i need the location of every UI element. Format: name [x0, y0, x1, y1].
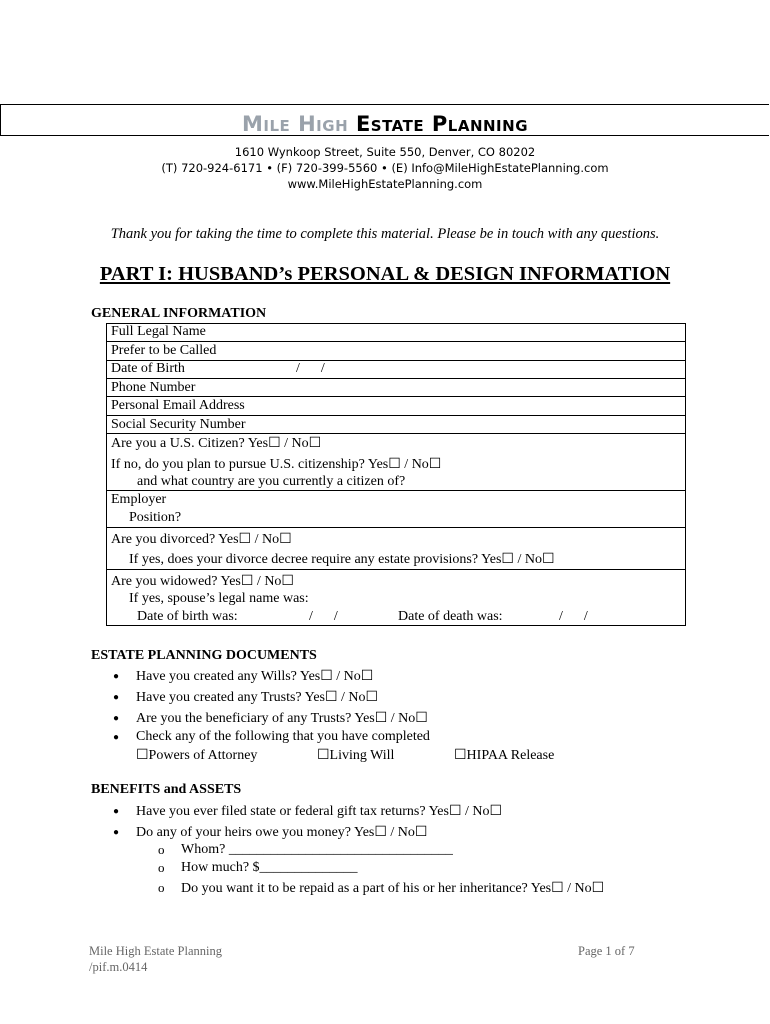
firm-website[interactable]: www.MileHighEstatePlanning.com [287, 177, 483, 191]
date-of-birth-field[interactable]: Date of Birth [111, 361, 185, 376]
divorced-question[interactable]: Are you divorced? Yes☐ / No☐ [111, 532, 292, 547]
footer-page-number: Page 1 of 7 [578, 944, 635, 958]
firm-name [0, 112, 770, 136]
spouse-dob-field[interactable]: Date of birth was: [137, 609, 238, 624]
footer-code: /pif.m.0414 [89, 960, 148, 974]
bullet-icon: ● [113, 671, 120, 682]
firm-address: 1610 Wynkoop Street, Suite 550, Denver, CO 80202 [234, 145, 536, 159]
spouse-name-field[interactable]: If yes, spouse’s legal name was: [129, 591, 309, 606]
bullet-icon: ● [113, 732, 120, 743]
thanks-note: Thank you for taking the time to complete this material. Please be in touch with any questions. [110, 226, 660, 242]
general-info-heading: GENERAL INFORMATION [91, 306, 267, 321]
beneficiary-question[interactable]: Are you the beneficiary of any Trusts? Yes☐ / No☐ [136, 711, 428, 726]
estate-docs-heading: ESTATE PLANNING DOCUMENTS [91, 648, 317, 663]
footer-firm: Mile High Estate Planning [89, 944, 222, 958]
heirs-owe-question[interactable]: Do any of your heirs owe you money? Yes☐ / No☐ [136, 825, 428, 840]
trusts-question[interactable]: Have you created any Trusts? Yes☐ / No☐ [136, 690, 379, 705]
firm-contact-line: (T) 720-924-6171 • (F) 720-399-5560 • (E) Info@MileHighEstatePlanning.com [161, 161, 609, 175]
date-of-birth-slashes: / / [296, 361, 325, 376]
spouse-dod-field[interactable]: Date of death was: [398, 609, 503, 624]
row-divider [106, 569, 686, 570]
personal-email-field[interactable]: Personal Email Address [111, 398, 245, 413]
circle-bullet-icon: o [158, 880, 165, 895]
prefer-called-field[interactable]: Prefer to be Called [111, 343, 217, 358]
bullet-icon: ● [113, 713, 120, 724]
divorce-decree-question[interactable]: If yes, does your divorce decree require any estate provisions? Yes☐ / No☐ [129, 552, 555, 567]
row-divider [106, 490, 686, 491]
row-divider [106, 396, 686, 397]
whom-field[interactable]: Whom? ________________________________ [181, 842, 453, 857]
wills-question[interactable]: Have you created any Wills? Yes☐ / No☐ [136, 669, 374, 684]
circle-bullet-icon: o [158, 860, 165, 875]
country-question[interactable]: and what country are you currently a citizen of? [137, 474, 406, 489]
spouse-dod-slashes: / / [559, 609, 588, 624]
row-divider [106, 341, 686, 342]
firm-name-part2: Estate Planning [355, 112, 528, 136]
how-much-field[interactable]: How much? $______________ [181, 860, 358, 875]
employer-field[interactable]: Employer [111, 492, 167, 507]
row-divider [106, 527, 686, 528]
repaid-question[interactable]: Do you want it to be repaid as a part of his or her inheritance? Yes☐ / No☐ [181, 881, 605, 896]
hipaa-release-checkbox[interactable]: ☐HIPAA Release [454, 748, 555, 763]
position-field[interactable]: Position? [129, 510, 182, 525]
phone-number-field[interactable]: Phone Number [111, 380, 196, 395]
part-title: PART I: HUSBAND’s PERSONAL & DESIGN INFORMATION [99, 263, 671, 285]
check-completed-prompt: Check any of the following that you have completed [136, 729, 430, 744]
bullet-icon: ● [113, 806, 120, 817]
row-divider [106, 433, 686, 434]
row-divider [106, 360, 686, 361]
bullet-icon: ● [113, 692, 120, 703]
spouse-dob-slashes: / / [309, 609, 338, 624]
firm-name-part1: Mile High [242, 112, 349, 136]
ssn-field[interactable]: Social Security Number [111, 417, 246, 432]
widowed-question[interactable]: Are you widowed? Yes☐ / No☐ [111, 574, 294, 589]
row-divider [106, 378, 686, 379]
gift-tax-question[interactable]: Have you ever filed state or federal gift tax returns? Yes☐ / No☐ [136, 804, 503, 819]
circle-bullet-icon: o [158, 842, 165, 857]
pursue-citizenship-question[interactable]: If no, do you plan to pursue U.S. citizenship? Yes☐ / No☐ [111, 457, 442, 472]
benefits-heading: BENEFITS and ASSETS [91, 782, 242, 797]
full-legal-name-field[interactable]: Full Legal Name [111, 324, 206, 339]
living-will-checkbox[interactable]: ☐Living Will [317, 748, 395, 763]
bullet-icon: ● [113, 827, 120, 838]
row-divider [106, 415, 686, 416]
powers-of-attorney-checkbox[interactable]: ☐Powers of Attorney [136, 748, 258, 763]
citizen-question[interactable]: Are you a U.S. Citizen? Yes☐ / No☐ [111, 436, 322, 451]
